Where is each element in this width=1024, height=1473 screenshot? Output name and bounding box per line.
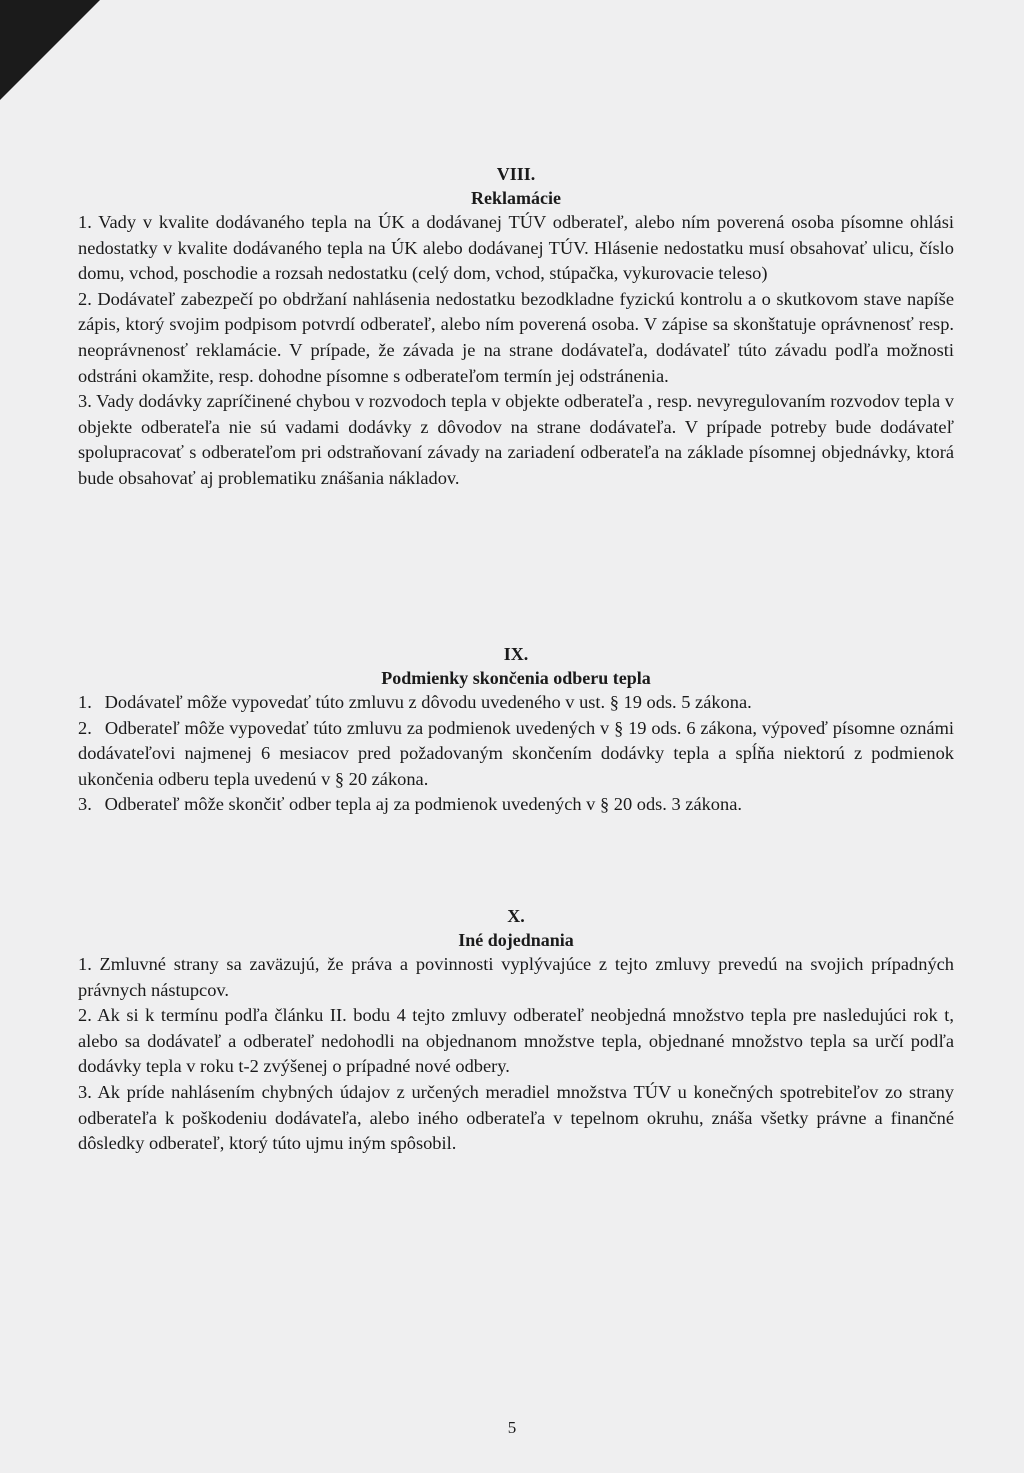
item-text: Odberateľ môže vypovedať túto zmluvu za podmienok uvedených v § 19 ods. 6 zákona, výpoveď písomne oznámi dodávateľovi najmenej 6 mesiacov pred požadovaným skončením dodávky tepla a spĺňa niektorú z podmienok ukončenia odberu tepla uvedenú v § 20 zákona. <box>78 717 954 789</box>
scan-corner-mark <box>0 0 100 100</box>
paragraph: 1. Zmluvné strany sa zaväzujú, že práva a povinnosti vyplývajúce z tejto zmluvy prevedú na svojich prípadných právnych nástupcov. <box>78 954 954 1000</box>
section-title: Iné dojednania <box>458 930 574 950</box>
item-text: Dodávateľ môže vypovedať túto zmluvu z dôvodu uvedeného v ust. § 19 ods. 5 zákona. <box>104 692 752 712</box>
section-ix <box>78 642 954 818</box>
list-item <box>78 690 954 716</box>
item-number: 1. <box>78 692 92 712</box>
item-number: 2. <box>78 717 92 738</box>
paragraph: 2. Dodávateľ zabezpečí po obdržaní nahlásenia nedostatku bezodkladne fyzickú kontrolu a o skutkovom stave napíše zápis, ktorý svojim podpisom potvrdí odberateľ, alebo ním poverená osoba. V zápise sa skonštatuje oprávnenosť resp. neoprávnenosť reklamácie. V prípade, že závada je na strane dodávateľa, dodávateľ túto závadu podľa možnosti odstráni okamžite, resp. dohodne písomne s odberateľom termín jej odstránenia. <box>78 288 954 386</box>
section-number: IX. <box>503 644 529 664</box>
section-title: Reklamácie <box>471 188 561 208</box>
item-text: Odberateľ môže skončiť odber tepla aj za podmienok uvedených v § 20 ods. 3 zákona. <box>104 794 742 815</box>
paragraph: 3. Vady dodávky zapríčinené chybou v rozvodoch tepla v objekte odberateľa , resp. nevyregulovaním rozvodov tepla v objekte odberateľa nie sú vadami dodávky z dôvodov na strane dodávateľa. V prípade potreby bude dodávateľ spolupracovať s odberateľom pri odstraňovaní závady na zariadení odberateľa na základe písomnej objednávky, ktorá bude obsahovať aj problematiku znášania nákladov. <box>78 391 954 488</box>
section-title: Podmienky skončenia odberu tepla <box>381 668 651 688</box>
section-number: VIII. <box>496 164 536 184</box>
paragraph: 1. Vady v kvalite dodávaného tepla na ÚK a dodávanej TÚV odberateľ, alebo ním poverená osoba písomne ohlási nedostatky v kvalite dodávaného tepla na ÚK alebo dodávanej TÚV. Hlásenie nedostatku musí obsahovať ulicu, číslo domu, vchod, poschodie a rozsah nedostatku (celý dom, vchod, stúpačka, vykurovacie teleso) <box>78 212 954 284</box>
section-x <box>78 904 954 1157</box>
document-page <box>78 162 954 1154</box>
list-item <box>78 792 954 818</box>
section-number: X. <box>507 906 525 926</box>
item-number: 3. <box>78 794 92 815</box>
list-item <box>78 716 954 793</box>
section-viii <box>78 162 954 492</box>
page-number: 5 <box>507 1418 517 1437</box>
paragraph: 2. Ak si k termínu podľa článku II. bodu 4 tejto zmluvy odberateľ neobjedná množstvo tepla pre nasledujúci rok t, alebo sa dodávateľ a odberateľ nedohodli na objednanom množstve tepla, objednané množstvo tepla sa určí podľa dodávky tepla v roku t-2 zvýšenej o prípadné nové odbery. <box>78 1005 954 1077</box>
paragraph: 3. Ak príde nahlásením chybných údajov z určených meradiel množstva TÚV u konečných spotrebiteľov zo strany odberateľa k poškodeniu dodávateľa, alebo iného odberateľa v tepelnom okruhu, znáša všetky právne a finančné dôsledky odberateľ, ktorý túto ujmu iným spôsobil. <box>78 1081 954 1154</box>
